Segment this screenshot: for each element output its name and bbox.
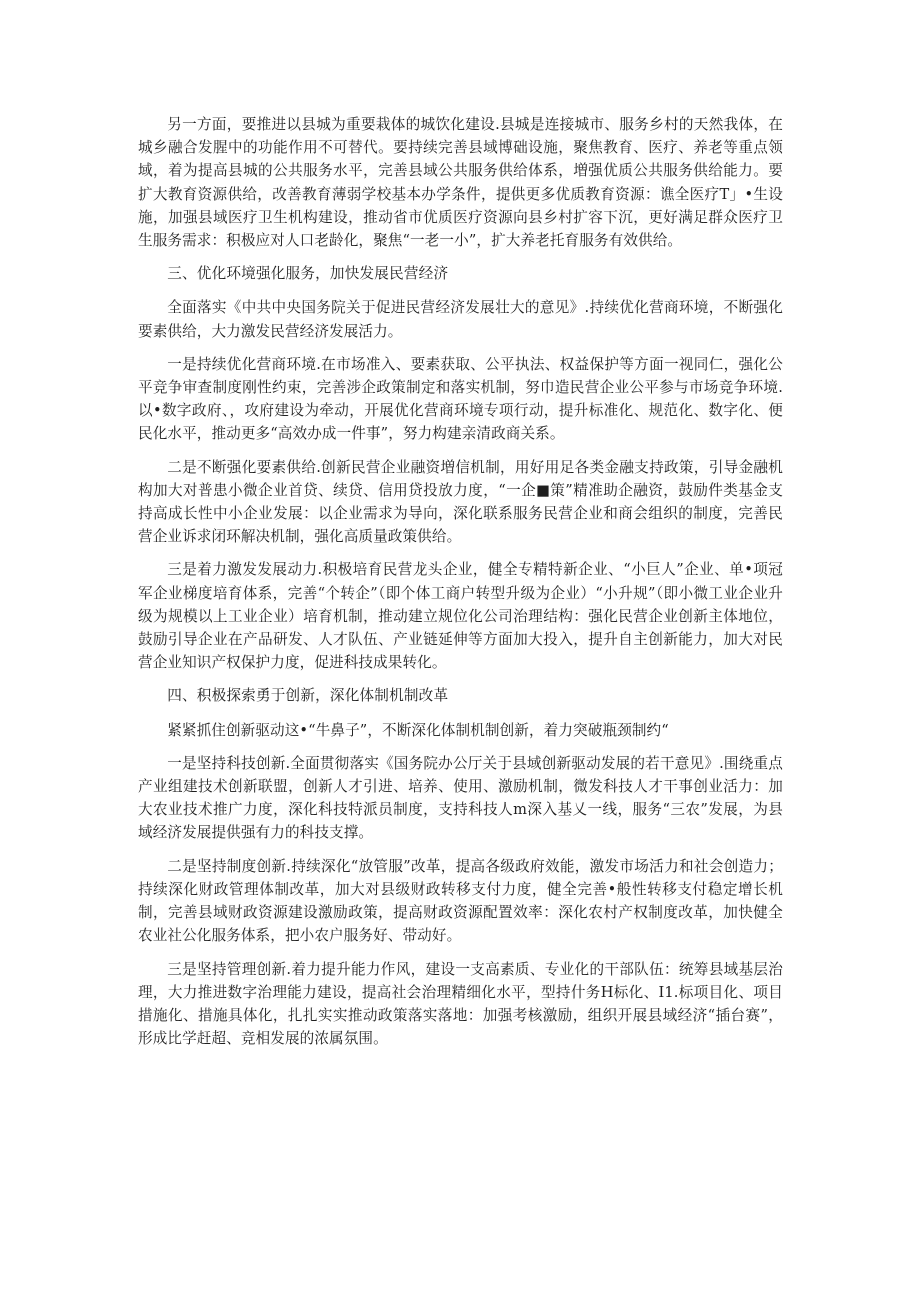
paragraph-tech-innovation: 一是坚持科技创新.全面贯彻落实《国务院办公厅关于县域创新驱动发展的若干意见》.围绕重点产业组建技术创新联盟，创新人才引进、培养、使用、激励机制，微发科技人才干事创业活力：加大农业技术推广力度，深化科技特派员制度，支持科技人m深入基乂一线，服务“三农”发展，为县域经济发展提供强有力的科技支撑。 (138, 754, 783, 842)
paragraph-institutional-innovation: 二是坚持制度创新.持续深化“放管服”改革，提高各级政府效能，激发市场活力和社会创造力；持续深化财政管理体制改革，加大对县级财政转移支付力度，健全完善•般性转移支付稳定增长机制，完善县域财政资源建设激励政策，提高财政资源配置效率：深化农村产权制度改革，加快健全农业社公化服务体系，把小农户服务好、带动好。 (138, 857, 783, 945)
paragraph-business-environment: 一是持续优化营商环境.在市场准入、要素获取、公平执法、权益保护等方面一视同仁，强化公平竞争审查制度刚性约束，完善涉企政策制定和落实机制，努巾造民营企业公平参与市场竞争环境.以•数字政府、，攻府建设为牵动，开展优化营商环境专项行动，提升标准化、规范化、数字化、便民化水平，推动更多“高效办成一件事”，努力构建亲清政商关系。 (138, 355, 783, 443)
paragraph-county-urbanization: 另一方面，要推进以县城为重要栽体的城饮化建设.县城是连接城市、服务乡村的天然我体，在城乡融合发腥中的功能作用不可替代。要持续完善县域博础设施，聚焦教育、医疗、养老等重点领域，着为提高县城的公共服务水平，完善县域公共服务供给体系，増强优质公共服务供给能力。要扩大教育资源供给，改善教育薄弱学校基本办学条件，提供更多优质教育资源：谯全医疗T」•生设施，加强县域医疗卫生机构建设，推动省市优质医疗资源向县乡村扩容下沉，更好满足群众医疗卫生服务需求：积极应对人口老龄化，聚焦“一老一小”，扩大养老托育服务有效供给。 (138, 116, 783, 250)
section-heading-3: 三、优化环境强化服务，加快发展民营经济 (167, 265, 449, 283)
section-heading-4: 四、积极探索勇于创新，深化体制机制改革 (167, 687, 449, 705)
paragraph-factor-supply: 二是不断强化要素供给.创新民营企业融资増信机制，用好用足各类金融支持政策，引导金融机构加大对普患小微企业首贷、续贷、信用贷投放力度，“一企■策”精准助企融资，鼓励件类基金支持高成长性中小企业发展：以企业需求为导向，深化联系服务民营企业和商会组织的制度，完善民营企业诉求闭环解决机制，强化高质量政策供给。 (138, 458, 783, 546)
paragraph-innovation-intro: 紧紧抓住创新驱动这•“牛鼻子”，不断深化体制机制创新，着力突破瓶颈制约“ (167, 721, 669, 739)
paragraph-private-economy-intro: 全面落实《中共中央国务院关于促进民营经济发展壮大的意见》.持续优化营商环境，不断强化要素供给，大力激发民营经济发展活力。 (138, 299, 783, 340)
paragraph-development-momentum: 三是着力激发发展动力.积极培育民营龙头企业，健全专精特新企业、“小巨人”企业、单•项冠军企业梯度培育体系，完善“个转企”（即个体工商户转型升级为企业）“小升规”（即小微工业企业升级为规模以上工业企业）培育机制，推动建立规位化公司治理结构：强化民营企业创新主体地位，鼓励引导企业在产品研发、人才队伍、产业链延伸等方面加大投入，提升自主创新能力，加大对民营企业知识产权保护力度，促进科技成果转化。 (138, 561, 783, 672)
document-body (138, 113, 783, 1060)
paragraph-management-innovation: 三是坚持管理创新.着力提升能力作风，建设一支高素质、专业化的干部队伍：统筹县域基层治理，大力推进数字治理能力建设，提高社会治理精细化水平，型持什务H标化、I1.标项目化、项目措施化、措施具体化，扎扎实实推动政策落实落地：加强考核激励，组织开展县域经济“插台赛”，形成比学赶超、竞相发展的浓属氛围。 (138, 960, 783, 1048)
